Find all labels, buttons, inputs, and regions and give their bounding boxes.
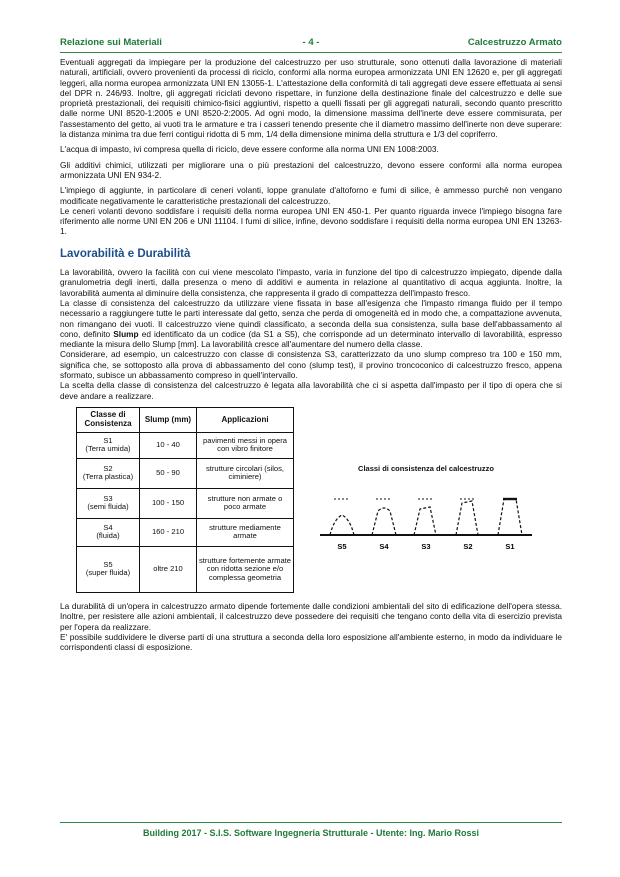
consistency-table [76, 407, 294, 593]
table-cell: 50 - 90 [140, 458, 197, 488]
slump-keyword: Slump [113, 328, 139, 339]
cone-label: S4 [379, 541, 389, 551]
table-cell: 10 - 40 [140, 432, 197, 458]
cone-s3-icon [414, 507, 436, 535]
table-row [77, 546, 294, 592]
cone-label: S1 [505, 541, 515, 551]
table-cell: 100 - 150 [140, 488, 197, 518]
paragraph: Considerare, ad esempio, un calcestruzzo con classe di consistenza S3, caratterizzato da uno slump compreso tra 100 e 150 mm, significa che, se sottoposto alla prova di abbassamento del cono (slump test), il provino troncoconico di calcestruzzo fresco, appena sformato, subisce un abbassamento compreso in quell'intervallo. [60, 349, 562, 381]
class-code: S2 [103, 463, 113, 473]
class-desc: (Terra plastica) [82, 472, 134, 482]
text-run: La classe di consistenza del calcestruzzo da utilizzare viene fissata in base all'esigenza che l'impasto rimanga fluido per il tempo necessario a raggiungere tutte le parti interessate dal getto, senza che perda di omogeneità ed in modo che, a compattazione avvenuta, non rimangano dei vuoti. Il calcestruzzo viene quindi classificato, a seconda della sua consistenza, sulla base dell'abbassamento al cono, definito [60, 297, 562, 339]
table-cell: 160 - 210 [140, 518, 197, 546]
table-row [77, 518, 294, 546]
class-code: S1 [103, 435, 113, 445]
cone-s5-icon [330, 515, 354, 535]
header-left: Relazione sui Materiali [60, 37, 162, 48]
consistency-figure [60, 407, 562, 595]
table-header: Applicazioni [197, 407, 294, 432]
paragraph: L'acqua di impasto, ivi compresa quella di riciclo, deve essere conforme alla norma UNI EN 1008:2003. [60, 144, 439, 155]
table-row [77, 488, 294, 518]
class-desc: (semi fluida) [87, 502, 129, 512]
table-cell [77, 488, 140, 518]
paragraph: E' possibile suddividere le diverse parti di una struttura a seconda della loro esposizione all'ambiente esterno, in modo da individuare le corrispondenti classi di esposizione. [60, 631, 562, 653]
table-header: Classe di Consistenza [77, 407, 140, 432]
page-header [60, 37, 562, 51]
cone-label: S2 [463, 541, 473, 551]
table-cell: strutture non armate o poco armate [197, 488, 294, 518]
class-desc: (super fluida) [85, 568, 131, 578]
cone-label: S3 [421, 541, 431, 551]
paragraph: La lavorabilità, ovvero la facilità con cui viene mescolato l'impasto, varia in funzione del tipo di calcestruzzo impiegato, dipende dalla granulometria degli inerti, dalla presenza o meno di additivi e aumenta in relazione al quantitativo di acqua aggiunta. Inoltre, la lavorabilità aumenta al diminuire della consistenza, che rappresenta il grado di compattezza dell'impasto fresco. [60, 267, 562, 298]
paragraph: Le ceneri volanti devono soddisfare i requisiti della norma europea UNI EN 450-1. Per quanto riguarda invece l'impiego bisogna fare riferimento alle norme UNI EN 206 e UNI 11104. I fumi di silice, infine, devono soddisfare i requisiti della norma europea UNI EN 13263-1. [60, 205, 562, 237]
cone-s1-icon [498, 499, 522, 535]
section-title: Lavorabilità e Durabilità [60, 247, 191, 260]
header-rule [60, 52, 562, 53]
table-cell [77, 518, 140, 546]
table-header-row [77, 407, 294, 432]
class-desc: (fluida) [96, 531, 120, 541]
class-code: S5 [103, 559, 113, 569]
page-body [60, 57, 562, 652]
table-cell: strutture mediamente armate [197, 518, 294, 546]
paragraph: Eventuali aggregati da impiegare per la produzione del calcestruzzo per uso strutturale, sono ottenuti dalla lavorazione di materiali naturali, artificiali, ovvero provenienti da processi di riciclo, conformi alla norma europea armonizzata UNI EN 12620 e, per gli aggregati leggeri, alla norma europea armonizzata UNI EN 13055-1. L'attestazione della conformità di tali aggregati deve essere effettuata ai sensi del DPR n. 246/93. Inoltre, gli aggregati riciclati devono rispettare, in funzione della destinazione finale del calcestruzzo e delle sue proprietà prestazionali, dei requisiti chimico-fisici aggiuntivi, rispetto a quelli fissati per gli aggregati naturali, secondo quanto prescritto dalle norme UNI 8520-1:2005 e UNI 8520-2:2005. Ad ogni modo, la dimensione massima dell'inerte deve essere commisurata, per l'assestamento del getto, ai vuoti tra le armature e tra i casseri tenendo presente che il diametro massimo dell'inerte non deve superare: la distanza minima tra due ferri contigui ridotta di 5 mm, 1/4 della dimensione minima della struttura e 1/3 del copriferro. [60, 57, 562, 140]
cone-s2-icon [456, 501, 478, 535]
paragraph: L'impiego di aggiunte, in particolare di ceneri volanti, loppe granulate d'altoforno e fumi di silice, è ammesso purchè non vengano modificate negativamente le caratteristiche prestazionali del calcestruzzo. [60, 185, 562, 206]
table-cell [77, 432, 140, 458]
class-desc: (Terra umida) [85, 444, 131, 454]
paragraph: La scelta della classe di consistenza del calcestruzzo è legata alla lavorabilità che ci si aspetta dall'impasto per il tipo di opera che si deve andare a realizzare. [60, 380, 562, 401]
table-cell: strutture fortemente armate con ridotta sezione e/o complessa geometria [197, 546, 294, 592]
page-number: - 4 - [302, 37, 320, 48]
footer-rule [60, 822, 562, 823]
paragraph: La durabilità di un'opera in calcestruzzo armato dipende fortemente dalle condizioni ambientali del sito di edificazione dell'opera stessa. Inoltre, per resistere alle azioni ambientali, il calcestruzzo deve possedere dei requisiti che tengano conto della vita di esercizio prevista per l'opera da realizzare. [60, 600, 562, 632]
cone-label: S5 [337, 541, 347, 551]
paragraph: Gli additivi chimici, utilizzati per migliorare una o più prestazioni del calcestruzzo, devono essere conformi alla norma europea armonizzata UNI EN 934-2. [60, 159, 562, 180]
table-cell: strutture circolari (silos, ciminiere) [197, 458, 294, 488]
table-cell: pavimenti messi in opera con vibro finitore [197, 432, 294, 458]
table-row [77, 432, 294, 458]
table-cell [77, 546, 140, 592]
header-right: Calcestruzzo Armato [467, 37, 562, 48]
cone-s4-icon [372, 508, 396, 535]
page-footer: Building 2017 - S.I.S. Software Ingegneria Strutturale - Utente: Ing. Mario Rossi [142, 828, 480, 838]
table-cell [77, 458, 140, 488]
class-code: S3 [103, 493, 113, 503]
text-run: ed identificato da un codice (da S1 a S5), che corrisponde ad un determinato intervallo di lavorabilità, espresso mediante la misura dello Slump [mm]. La lavorabilità cresce all'aumentare del numero della classe. [60, 328, 562, 350]
class-code: S4 [103, 522, 113, 532]
paragraph [60, 298, 562, 349]
table-header: Slump (mm) [140, 407, 197, 432]
figure-title: Classi di consistenza del calcestruzzo [358, 463, 494, 473]
table-cell: oltre 210 [140, 546, 197, 592]
table-row [77, 458, 294, 488]
slump-cones-diagram [316, 439, 536, 559]
